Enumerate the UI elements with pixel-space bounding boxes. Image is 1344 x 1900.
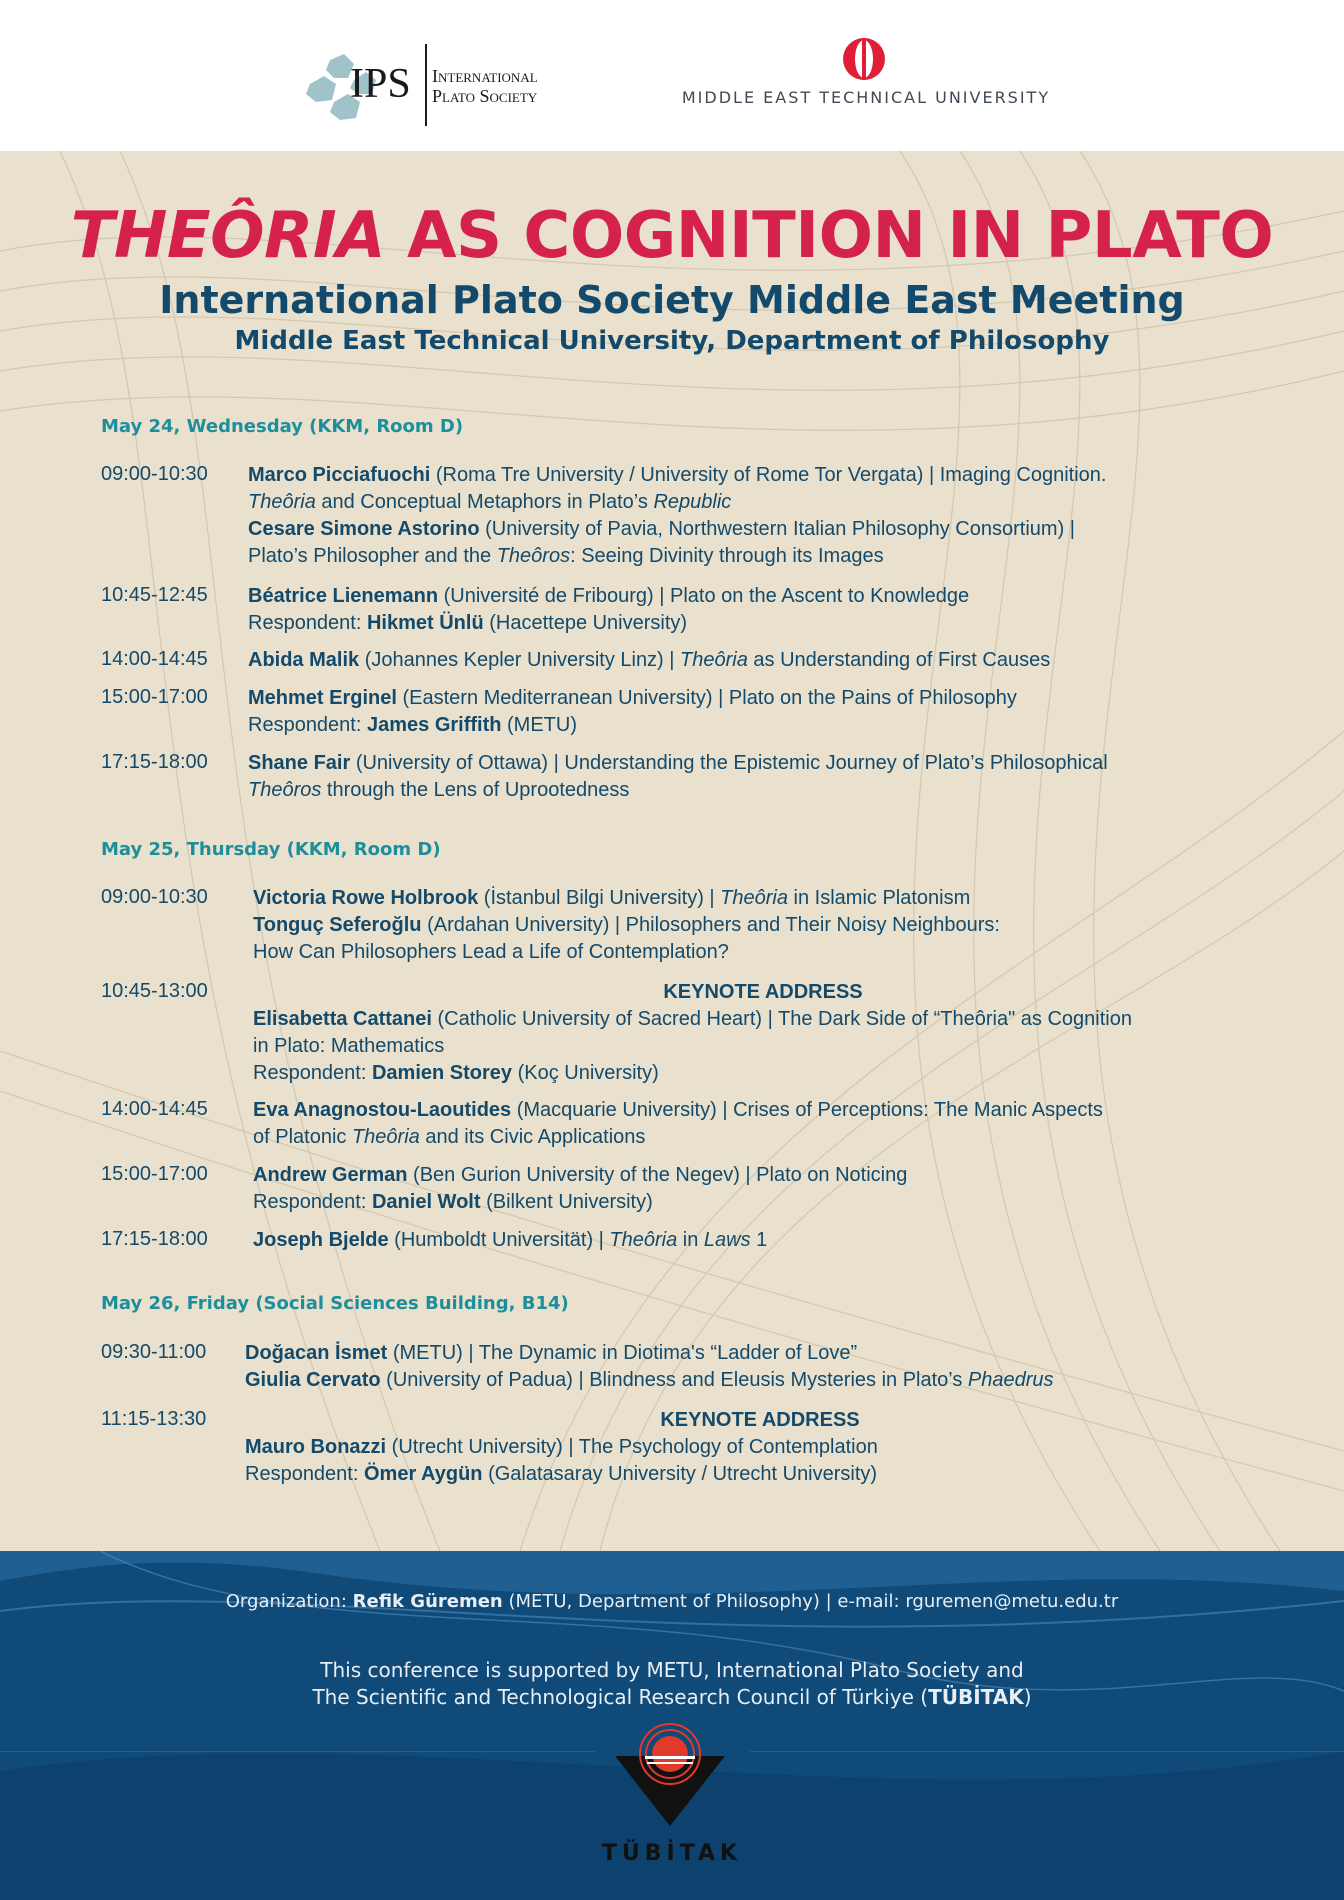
session-entry — [248, 750, 1344, 804]
talk-line — [253, 939, 1344, 966]
talk-title-italic: Theôria — [351, 1126, 420, 1148]
talk-title-italic: Phaedrus — [967, 1369, 1054, 1391]
support-tubitak: TÜBİTAK — [928, 1685, 1024, 1709]
talk-line — [248, 516, 1344, 543]
session-time: 14:00-14:45 — [101, 1098, 208, 1120]
day-heading: May 24, Wednesday (KKM, Room D) — [101, 416, 464, 437]
org-label: Organization: — [225, 1591, 353, 1612]
organization-line — [0, 1591, 1344, 1612]
talk-line — [248, 647, 1344, 674]
session-entry — [253, 979, 1273, 1087]
support-statement — [0, 1657, 1344, 1711]
speaker-name: Abida Malik — [248, 649, 360, 671]
talk-line — [248, 462, 1344, 489]
speaker-affiliation: (Johannes Kepler University Linz) | — [359, 649, 681, 671]
session-entry — [253, 1162, 1344, 1216]
tubitak-wordmark: TÜBİTAK — [601, 1841, 743, 1866]
respondent-name: Hikmet Ünlü — [366, 612, 484, 634]
support-text: The Scientific and Technological Research Council of Türkiye ( — [312, 1685, 929, 1709]
session-entry — [253, 885, 1344, 966]
session-entry — [248, 647, 1344, 674]
respondent-line — [253, 1189, 1344, 1216]
respondent-line — [248, 610, 1344, 637]
keynote-label: KEYNOTE ADDRESS — [663, 981, 863, 1003]
speaker-name: Cesare Simone Astorino — [248, 518, 480, 540]
organizer-details: (METU, Department of Philosophy) | e-mail: rguremen@metu.edu.tr — [502, 1591, 1119, 1612]
talk-line — [248, 750, 1344, 777]
talk-title: as Understanding of First Causes — [747, 649, 1051, 671]
talk-line — [253, 1162, 1344, 1189]
talk-title-italic: Republic — [653, 491, 732, 513]
talk-line — [248, 543, 1344, 570]
respondent-affiliation: (Koç University) — [512, 1062, 659, 1084]
session-time: 10:45-13:00 — [101, 980, 208, 1002]
speaker-affiliation: (Catholic University of Sacred Heart) | The Dark Side of “Theôria" as Cognition — [431, 1008, 1132, 1030]
talk-title-italic: Theôros — [496, 545, 571, 567]
support-line1: This conference is supported by METU, International Plato Society and — [320, 1658, 1024, 1682]
speaker-affiliation: (Ben Gurion University of the Negev) | Plato on Noticing — [407, 1164, 908, 1186]
speaker-name: Doğacan İsmet — [245, 1342, 388, 1364]
respondent-label: Respondent: — [253, 1191, 372, 1213]
respondent-affiliation: (Hacettepe University) — [483, 612, 688, 634]
speaker-affiliation: (Roma Tre University / University of Rome Tor Vergata) | Imaging Cognition. — [430, 464, 1107, 486]
respondent-line — [248, 712, 1344, 739]
talk-line — [253, 885, 1344, 912]
speaker-name: Giulia Cervato — [245, 1369, 381, 1391]
speaker-affiliation: (Université de Fribourg) | Plato on the Ascent to Knowledge — [438, 585, 970, 607]
respondent-name: Ömer Aygün — [363, 1463, 483, 1485]
respondent-label: Respondent: — [248, 714, 367, 736]
session-time: 15:00-17:00 — [101, 686, 208, 708]
divider-right — [750, 1751, 1344, 1752]
speaker-name: Joseph Bjelde — [253, 1229, 389, 1251]
respondent-affiliation: (Galatasaray University / Utrecht University) — [482, 1463, 878, 1485]
speaker-name: Mehmet Erginel — [248, 687, 397, 709]
talk-line — [253, 1227, 1344, 1254]
ips-name-line2: Plato Society — [432, 86, 538, 106]
talk-line — [248, 777, 1344, 804]
speaker-affiliation: (Ardahan University) | Philosophers and Their Noisy Neighbours: — [421, 914, 1000, 936]
event-venue: Middle East Technical University, Department of Philosophy — [234, 326, 1110, 356]
session-time: 09:00-10:30 — [101, 463, 208, 485]
footer — [0, 1551, 1344, 1900]
ips-abbreviation: IPS — [350, 61, 411, 107]
event-subtitle: International Plato Society Middle East Meeting — [159, 278, 1185, 322]
session-entry — [253, 1227, 1344, 1254]
speaker-name: Andrew German — [253, 1164, 408, 1186]
talk-title: How Can Philosophers Lead a Life of Contemplation? — [253, 941, 729, 963]
respondent-affiliation: (METU) — [501, 714, 578, 736]
talk-title: 1 — [750, 1229, 768, 1251]
talk-title: in Plato: Mathematics — [253, 1035, 445, 1057]
speaker-name: Mauro Bonazzi — [245, 1436, 387, 1458]
respondent-label: Respondent: — [248, 612, 367, 634]
header-logos — [0, 0, 1344, 151]
talk-title-italic: Theôria — [720, 887, 788, 909]
talk-line — [245, 1340, 1344, 1367]
speaker-affiliation: (Eastern Mediterranean University) | Plato on the Pains of Philosophy — [396, 687, 1017, 709]
ips-full-name — [432, 66, 538, 106]
respondent-name: Damien Storey — [371, 1062, 513, 1084]
session-entry — [248, 685, 1344, 739]
talk-line — [248, 685, 1344, 712]
speaker-affiliation: (University of Pavia, Northwestern Italian Philosophy Consortium) | — [479, 518, 1075, 540]
ips-name-line1: International — [432, 66, 538, 86]
session-entry — [245, 1340, 1344, 1394]
speaker-name: Eva Anagnostou-Laoutides — [253, 1099, 512, 1121]
session-time: 17:15-18:00 — [101, 751, 208, 773]
divider-left — [0, 1751, 595, 1752]
session-time: 09:30-11:00 — [101, 1341, 207, 1363]
talk-line — [253, 912, 1344, 939]
respondent-affiliation: (Bilkent University) — [480, 1191, 653, 1213]
talk-title-italic: Theôria — [680, 649, 748, 671]
talk-title-italic: Theôria — [609, 1229, 678, 1251]
program-body — [0, 151, 1344, 1551]
talk-title: in Islamic Platonism — [787, 887, 971, 909]
tubitak-logo-icon — [615, 1716, 725, 1826]
support-line2 — [0, 1684, 1344, 1711]
talk-title: through the Lens of Uprootedness — [321, 779, 630, 801]
talk-title-italic: Theôria — [248, 491, 316, 513]
title-rest: AS COGNITION IN PLATO — [385, 199, 1274, 273]
talk-line — [245, 1434, 1275, 1461]
talk-line — [253, 1006, 1273, 1033]
session-time: 14:00-14:45 — [101, 648, 208, 670]
organizer-name: Refik Güremen — [352, 1591, 503, 1612]
respondent-name: Daniel Wolt — [371, 1191, 481, 1213]
title-italic: THEÔRIA — [70, 199, 386, 273]
support-text-end: ) — [1023, 1685, 1032, 1709]
talk-line — [248, 583, 1344, 610]
speaker-affiliation: (Utrecht University) | The Psychology of Contemplation — [386, 1436, 878, 1458]
talk-title-italic: Theôros — [248, 779, 322, 801]
speaker-name: Béatrice Lienemann — [248, 585, 439, 607]
talk-title: and its Civic Applications — [419, 1126, 646, 1148]
respondent-name: James Griffith — [366, 714, 502, 736]
speaker-name: Shane Fair — [248, 752, 351, 774]
respondent-label: Respondent: — [253, 1062, 372, 1084]
talk-line — [245, 1367, 1344, 1394]
day-heading: May 26, Friday (Social Sciences Building, B14) — [101, 1293, 569, 1314]
talk-title: of Platonic — [253, 1126, 352, 1148]
speaker-name: Marco Picciafuochi — [248, 464, 431, 486]
talk-title: in — [677, 1229, 704, 1251]
talk-line — [253, 1097, 1344, 1124]
speaker-affiliation: (University of Padua) | Blindness and Eleusis Mysteries in Plato’s — [380, 1369, 968, 1391]
event-title — [0, 199, 1344, 273]
talk-title: and Conceptual Metaphors in Plato’s — [315, 491, 654, 513]
metu-logo-icon — [838, 36, 890, 82]
day-heading: May 25, Thursday (KKM, Room D) — [101, 839, 441, 860]
keynote-label: KEYNOTE ADDRESS — [660, 1409, 860, 1431]
session-time: 09:00-10:30 — [101, 886, 208, 908]
talk-line — [253, 1124, 1344, 1151]
session-time: 17:15-18:00 — [101, 1228, 208, 1250]
session-entry — [245, 1407, 1275, 1488]
speaker-name: Elisabetta Cattanei — [253, 1008, 432, 1030]
speaker-name: Tonguç Seferoğlu — [253, 914, 422, 936]
talk-title: : Seeing Divinity through its Images — [570, 545, 884, 567]
speaker-affiliation: (University of Ottawa) | Understanding the Epistemic Journey of Plato’s Philosophical — [350, 752, 1108, 774]
ips-divider — [425, 44, 427, 126]
speaker-affiliation: (Macquarie University) | Crises of Perceptions: The Manic Aspects — [511, 1099, 1103, 1121]
metu-name: MIDDLE EAST TECHNICAL UNIVERSITY — [681, 88, 1051, 107]
respondent-line — [245, 1461, 1275, 1488]
speaker-name: Victoria Rowe Holbrook — [253, 887, 479, 909]
session-time: 11:15-13:30 — [101, 1408, 207, 1430]
respondent-line — [253, 1060, 1273, 1087]
speaker-affiliation: (METU) | The Dynamic in Diotima's “Ladder of Love” — [387, 1342, 858, 1364]
talk-title-italic: Laws — [703, 1229, 751, 1251]
speaker-affiliation: (İstanbul Bilgi University) | — [478, 887, 721, 909]
session-time: 15:00-17:00 — [101, 1163, 208, 1185]
speaker-affiliation: (Humboldt Universität) | — [388, 1229, 610, 1251]
talk-title: Plato’s Philosopher and the — [248, 545, 497, 567]
session-time: 10:45-12:45 — [101, 584, 208, 606]
session-entry — [253, 1097, 1344, 1151]
session-entry — [248, 583, 1344, 637]
session-entry — [248, 462, 1344, 570]
respondent-label: Respondent: — [245, 1463, 364, 1485]
talk-line — [248, 489, 1344, 516]
talk-line — [253, 1033, 1273, 1060]
